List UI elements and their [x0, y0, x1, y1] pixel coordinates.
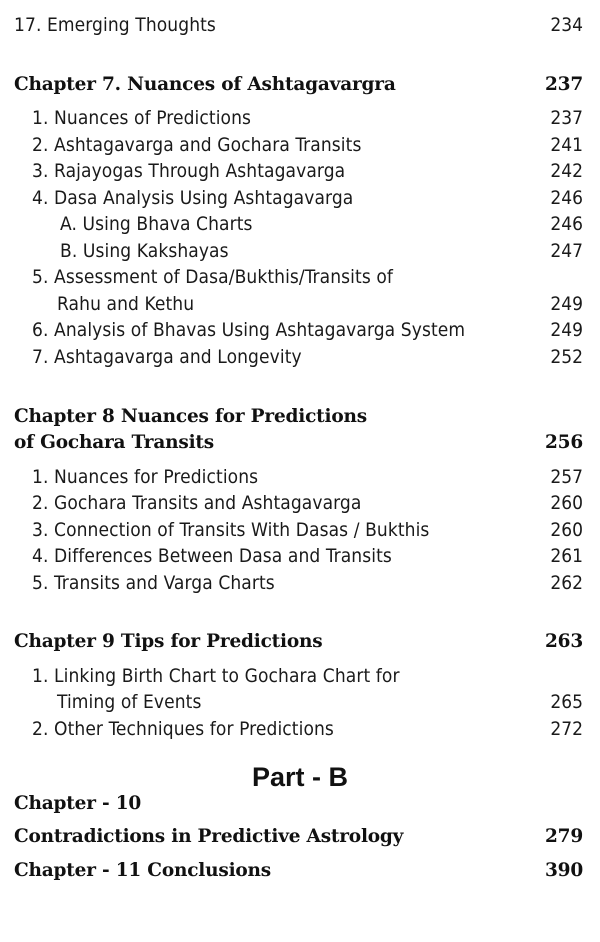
toc-entry-title: Timing of Events [57, 691, 202, 713]
toc-entry-page: 246 [550, 187, 583, 209]
chapter-page: 256 [544, 432, 583, 453]
chapter-title: Chapter 7. Nuances of Ashtagavargra [14, 74, 396, 95]
toc-entry-page: 242 [550, 160, 583, 182]
toc-entry-title: 1. Nuances for Predictions [32, 466, 259, 488]
chapter-title: Chapter - 10 [14, 793, 142, 814]
toc-entry-title: 6. Analysis of Bhavas Using Ashtagavarga System [32, 319, 466, 341]
toc-entry-page: 249 [550, 293, 583, 315]
toc-entry-title: 5. Transits and Varga Charts [32, 572, 275, 594]
toc-entry-title: 2. Other Techniques for Predictions [32, 718, 334, 740]
toc-entry [0, 490, 600, 516]
toc-entry-title: B. Using Kakshayas [60, 240, 229, 262]
toc-entry-page: 257 [550, 466, 583, 488]
toc-entry [0, 570, 600, 596]
toc-subentry [0, 238, 600, 264]
toc-subentry [0, 211, 600, 237]
toc-entry [0, 317, 600, 343]
toc-entry-title: 1. Linking Birth Chart to Gochara Chart for [32, 665, 400, 687]
toc-entry-title: 2. Ashtagavarga and Gochara Transits [32, 134, 362, 156]
toc-entry-page: 261 [550, 545, 583, 567]
toc-entry-title: 3. Connection of Transits With Dasas / Bukthis [32, 519, 430, 541]
toc-entry-title: 2. Gochara Transits and Ashtagavarga [32, 492, 362, 514]
chapter-heading [0, 791, 600, 817]
toc-entry [0, 464, 600, 490]
toc-entry-continuation [0, 689, 600, 715]
toc-entry [0, 543, 600, 569]
chapter-title: of Gochara Transits [14, 432, 214, 453]
chapter-page: 263 [544, 631, 583, 652]
toc-entry [0, 517, 600, 543]
toc-entry-page: 234 [550, 14, 583, 36]
chapter-heading-continuation [0, 430, 600, 456]
toc-entry-continuation [0, 291, 600, 317]
chapter-heading [0, 72, 600, 98]
toc-entry [0, 716, 600, 742]
toc-entry-page: 249 [550, 319, 583, 341]
chapter-page: 237 [544, 74, 583, 95]
toc-entry-title: 1. Nuances of Predictions [32, 107, 252, 129]
chapter-title: Chapter 8 Nuances for Predictions [14, 406, 367, 427]
chapter-page: 279 [544, 826, 583, 847]
toc-entry-title: 17. Emerging Thoughts [14, 14, 216, 36]
toc-entry-title: 4. Differences Between Dasa and Transits [32, 545, 392, 567]
toc-entry-page: 241 [550, 134, 583, 156]
toc-entry-page: 260 [550, 519, 583, 541]
toc-entry-page: 260 [550, 492, 583, 514]
chapter-heading [0, 629, 600, 655]
part-heading: Part - B [251, 762, 349, 792]
toc-entry-page: 252 [550, 346, 583, 368]
toc-entry-title: 7. Ashtagavarga and Longevity [32, 346, 302, 368]
toc-entry-page: 272 [550, 718, 583, 740]
toc-entry-page: 247 [550, 240, 583, 262]
toc-entry-title: 3. Rajayogas Through Ashtagavarga [32, 160, 346, 182]
chapter-title: Chapter - 11 Conclusions [14, 860, 272, 881]
chapter-heading [0, 404, 600, 430]
toc-entry [0, 12, 600, 38]
toc-entry [0, 344, 600, 370]
chapter-page: 390 [544, 860, 583, 881]
toc-entry [0, 132, 600, 158]
chapter-heading [0, 858, 600, 884]
toc-entry-page: 237 [550, 107, 583, 129]
toc-entry-page: 262 [550, 572, 583, 594]
toc-entry-title: 4. Dasa Analysis Using Ashtagavarga [32, 187, 354, 209]
toc-entry-page: 265 [550, 691, 583, 713]
toc-entry-title: Rahu and Kethu [57, 293, 195, 315]
toc-entry-title: 5. Assessment of Dasa/Bukthis/Transits of [32, 266, 394, 288]
chapter-title: Contradictions in Predictive Astrology [14, 826, 404, 847]
toc-entry-title: A. Using Bhava Charts [60, 213, 253, 235]
toc-entry [0, 105, 600, 131]
toc-entry-page: 246 [550, 213, 583, 235]
toc-entry [0, 185, 600, 211]
toc-entry [0, 158, 600, 184]
chapter-heading [0, 824, 600, 850]
chapter-title: Chapter 9 Tips for Predictions [14, 631, 323, 652]
toc-entry [0, 663, 600, 689]
toc-entry [0, 264, 600, 290]
